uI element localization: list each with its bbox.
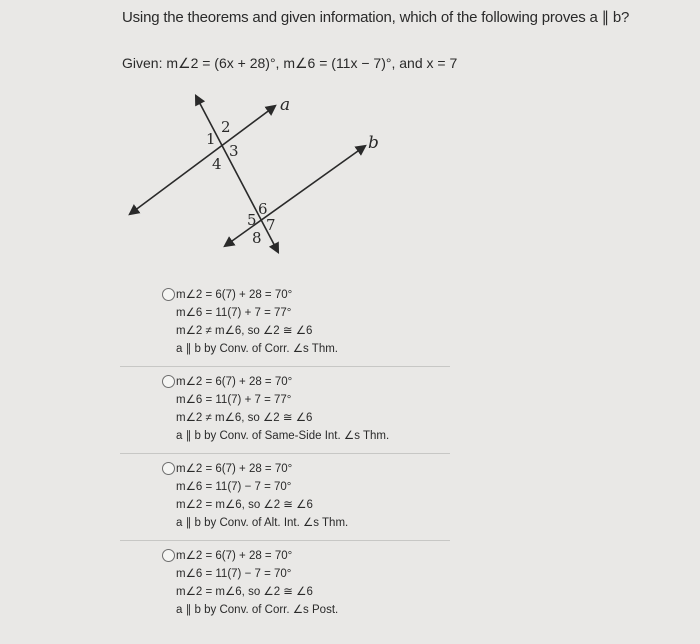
option-line: a ∥ b by Conv. of Same-Side Int. ∠s Thm.	[176, 430, 390, 442]
angle-label-2: 2	[221, 118, 231, 136]
radio-button[interactable]	[162, 288, 175, 301]
option-line: m∠2 ≠ m∠6, so ∠2 ≅ ∠6	[176, 325, 313, 337]
angle-label-7: 7	[266, 216, 276, 234]
line-b	[225, 146, 365, 246]
option-line: m∠6 = 11(7) + 7 = 77°	[176, 394, 292, 406]
angle-label-5: 5	[247, 211, 257, 229]
answer-option-1[interactable]	[120, 280, 450, 367]
option-line: m∠2 = 6(7) + 28 = 70°	[176, 289, 293, 301]
option-line: m∠2 = 6(7) + 28 = 70°	[176, 463, 293, 475]
option-line: m∠6 = 11(7) − 7 = 70°	[176, 481, 292, 493]
answer-options	[120, 280, 450, 627]
radio-button[interactable]	[162, 549, 175, 562]
line-a-label: a	[280, 95, 291, 115]
line-a	[130, 106, 275, 214]
angle-label-6: 6	[258, 200, 268, 218]
option-line: m∠2 = m∠6, so ∠2 ≅ ∠6	[176, 499, 313, 511]
parallel-lines-figure	[120, 88, 390, 263]
option-line: m∠2 ≠ m∠6, so ∠2 ≅ ∠6	[176, 412, 313, 424]
option-line: m∠2 = 6(7) + 28 = 70°	[176, 550, 293, 562]
option-line: a ∥ b by Conv. of Corr. ∠s Thm.	[176, 343, 338, 355]
angle-label-3: 3	[229, 142, 239, 160]
angle-label-4: 4	[212, 155, 222, 173]
option-line: m∠6 = 11(7) + 7 = 77°	[176, 307, 292, 319]
answer-option-2[interactable]	[120, 367, 450, 454]
radio-button[interactable]	[162, 462, 175, 475]
answer-option-4[interactable]	[120, 541, 450, 627]
option-line: m∠2 = m∠6, so ∠2 ≅ ∠6	[176, 586, 313, 598]
given-text: Given: m∠2 = (6x + 28)°, m∠6 = (11x − 7)°, and x = 7	[122, 55, 458, 71]
radio-button[interactable]	[162, 375, 175, 388]
line-b-label: b	[368, 133, 379, 153]
angle-label-1: 1	[206, 130, 216, 148]
option-line: a ∥ b by Conv. of Alt. Int. ∠s Thm.	[176, 517, 349, 529]
option-line: a ∥ b by Conv. of Corr. ∠s Post.	[176, 604, 339, 616]
option-line: m∠2 = 6(7) + 28 = 70°	[176, 376, 293, 388]
answer-option-3[interactable]	[120, 454, 450, 541]
option-line: m∠6 = 11(7) − 7 = 70°	[176, 568, 292, 580]
angle-label-8: 8	[252, 229, 262, 247]
question-text: Using the theorems and given information, which of the following proves a ∥ b?	[122, 9, 630, 26]
